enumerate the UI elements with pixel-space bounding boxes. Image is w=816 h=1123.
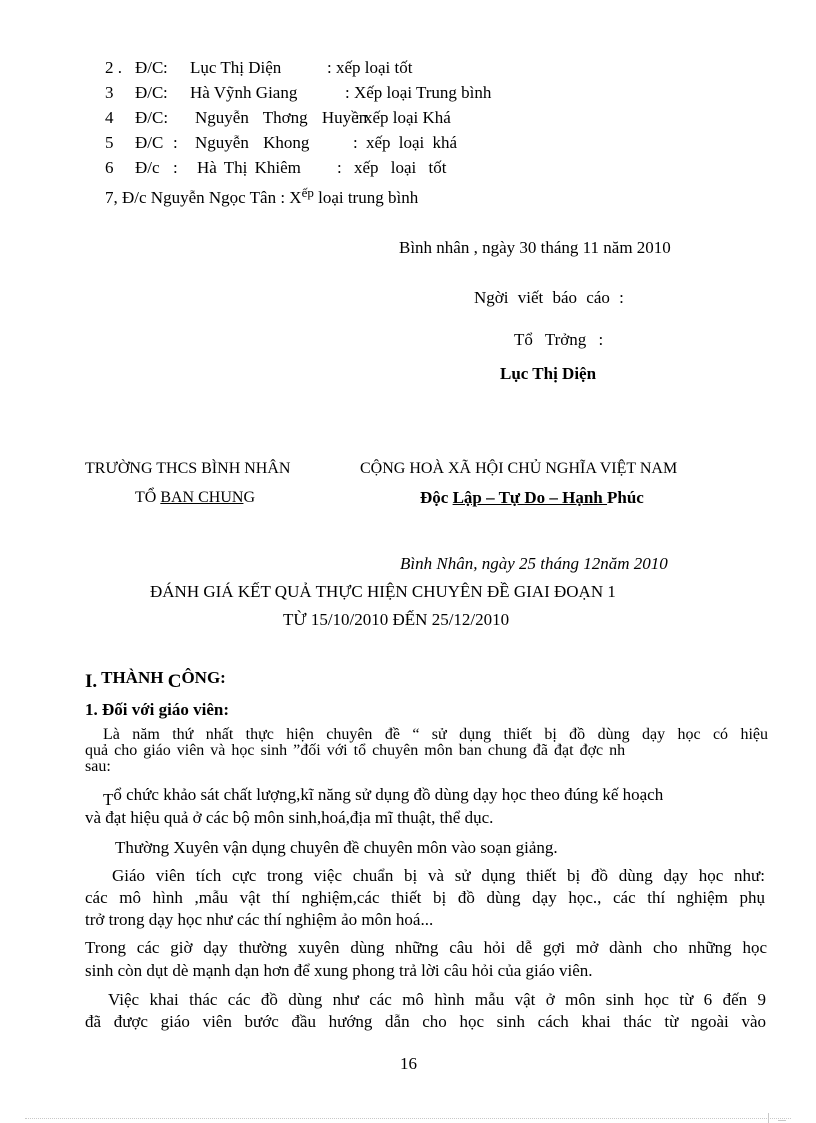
row-name: Hà Thị Khiêm (197, 158, 301, 177)
paragraph-line: trở trong dạy học như các thí nghiệm ảo môn hoá... (85, 910, 434, 929)
document-date: Bình Nhân, ngày 25 tháng 12năm 2010 (400, 554, 668, 573)
document-period: TỪ 15/10/2010 ĐẾN 25/12/2010 (283, 610, 510, 629)
row-prefix: Đ/C (135, 83, 164, 102)
paragraph-line: Thường Xuyên vận dụng chuyên đề chuyên môn vào soạn giảng. (115, 838, 558, 857)
subsection-heading: 1. Đối với giáo viên: (85, 700, 229, 719)
page-number: 16 (400, 1054, 417, 1073)
paragraph-line: Là năm thứ nhất thực hiện chuyên đề “ sử dụng thiết bị đồ dùng dạy học có hiệu (103, 726, 768, 743)
row-number: 5 (105, 133, 114, 152)
grading-row: 6 Đ/c : Hà Thị Khiêm : xếp loại tốt (105, 158, 447, 177)
section-title-cap: C (167, 671, 182, 692)
republic-title: CỘNG HOÀ XÃ HỘI CHỦ NGHĨA VIỆT NAM (360, 460, 678, 477)
motto-main: Lập – Tự Do – Hạnh (452, 488, 608, 507)
row-number: 3 (105, 83, 114, 102)
row-prefix: Đ/C: (135, 108, 169, 127)
row-name: Hà Vỹnh Giang (190, 83, 298, 102)
national-motto (420, 488, 644, 508)
paragraph-line (103, 785, 664, 809)
group-suffix: G (243, 489, 256, 506)
drop-cap: T (103, 790, 114, 809)
paragraph-line: quả cho giáo viên và học sinh ”đối với tổ chuyên môn ban chung đã đạt đợc nh (85, 742, 626, 759)
page-corner-mark (768, 1113, 769, 1123)
section-number: I. (85, 671, 98, 692)
row-result: loại trung bình (318, 188, 419, 207)
paragraph-line: sinh còn dụt dè mạnh dạn hơn để xung phong trả lời câu hỏi của giáo viên. (85, 961, 593, 980)
row-result: : xếp loại khá (353, 133, 458, 152)
paragraph-line: các mô hình ,mẫu vật thí nghiệm,các thiết bị đồ dùng dạy học., các thí nghiệm phụ (85, 888, 765, 907)
row-prefix: Đ/c (135, 158, 160, 177)
row-result: : xếp loại tốt (337, 158, 447, 177)
group-name-underlined: BAN CHUN (160, 489, 244, 506)
page-break-line (25, 1118, 791, 1119)
row-prefix: Đ/C (135, 58, 164, 77)
row-name: Lục Thị Diện (190, 58, 282, 77)
grading-row (105, 108, 451, 128)
paragraph-line: Việc khai thác các đồ dùng như các mô hình mẫu vật ở môn sinh học từ 6 đến 9 (108, 990, 766, 1009)
row-prefix: Đ/C (135, 133, 164, 152)
paragraph-line: sau: (85, 758, 111, 775)
leader-name: Lục Thị Diện (500, 364, 597, 383)
paragraph-text: ổ chức khảo sát chất lượng,kĩ năng sử dụng đồ dùng dạy học theo đúng kế hoạch (113, 785, 664, 804)
row-number: 4 (105, 108, 114, 127)
motto-suffix: Phúc (607, 488, 644, 507)
row-name: Nguyễn Thơng Huyền (195, 108, 368, 127)
paragraph-line: Giáo viên tích cực trong việc chuẩn bị và sử dụng thiết bị đồ dùng dạy học như: (112, 866, 765, 885)
row-name: Nguyễn Khong (195, 133, 310, 152)
row-number: 2 . (105, 58, 122, 77)
section-title-part: THÀNH (101, 668, 168, 687)
row-number: 6 (105, 158, 114, 177)
report-date: Bình nhân , ngày 30 tháng 11 năm 2010 (399, 238, 671, 257)
paragraph-line: và đạt hiệu quả ở các bộ môn sinh,hoá,địa mĩ thuật, thể dục. (85, 808, 494, 827)
page-corner-mark (778, 1120, 786, 1121)
leader-label: Tổ Trởng : (514, 330, 604, 349)
paragraph-line: Trong các giờ dạy thường xuyên dùng những câu hỏi dễ gợi mở dành cho những học (85, 938, 767, 957)
section-title-part: ÔNG: (181, 668, 226, 687)
section-heading (85, 668, 226, 692)
document-title: ĐÁNH GIÁ KẾT QUẢ THỰC HIỆN CHUYÊN ĐỀ GIAI ĐOẠN 1 (150, 582, 616, 601)
grading-row: 5 Đ/C : Nguyễn Khong : xếp loại khá (105, 133, 458, 152)
paragraph-line: đã được giáo viên bước đầu hướng dẫn cho học sinh cách khai thác từ ngoài vào (85, 1012, 766, 1031)
row-result: : Xếp loại Trung bình (345, 83, 492, 102)
row-result: : xếp loại tốt (327, 58, 413, 77)
row-superscript: ếp (301, 185, 314, 200)
grading-row-7 (105, 185, 419, 209)
grading-row: 3 Đ/C : Hà Vỹnh Giang : Xếp loại Trung bình (105, 83, 492, 102)
reporter-label: Ngời viết báo cáo : (474, 288, 624, 307)
grading-row: 2 . Đ/C : Lục Thị Diện : xếp loại tốt (105, 58, 413, 77)
row-text: 7, Đ/c Nguyễn Ngọc Tân : X (105, 188, 302, 207)
group-prefix: TỔ (135, 489, 161, 506)
motto-prefix: Độc (420, 488, 453, 507)
school-name: TRƯỜNG THCS BÌNH NHÂN (85, 460, 291, 477)
group-name (135, 488, 255, 508)
row-result: : xếp loại Khá (355, 108, 451, 127)
